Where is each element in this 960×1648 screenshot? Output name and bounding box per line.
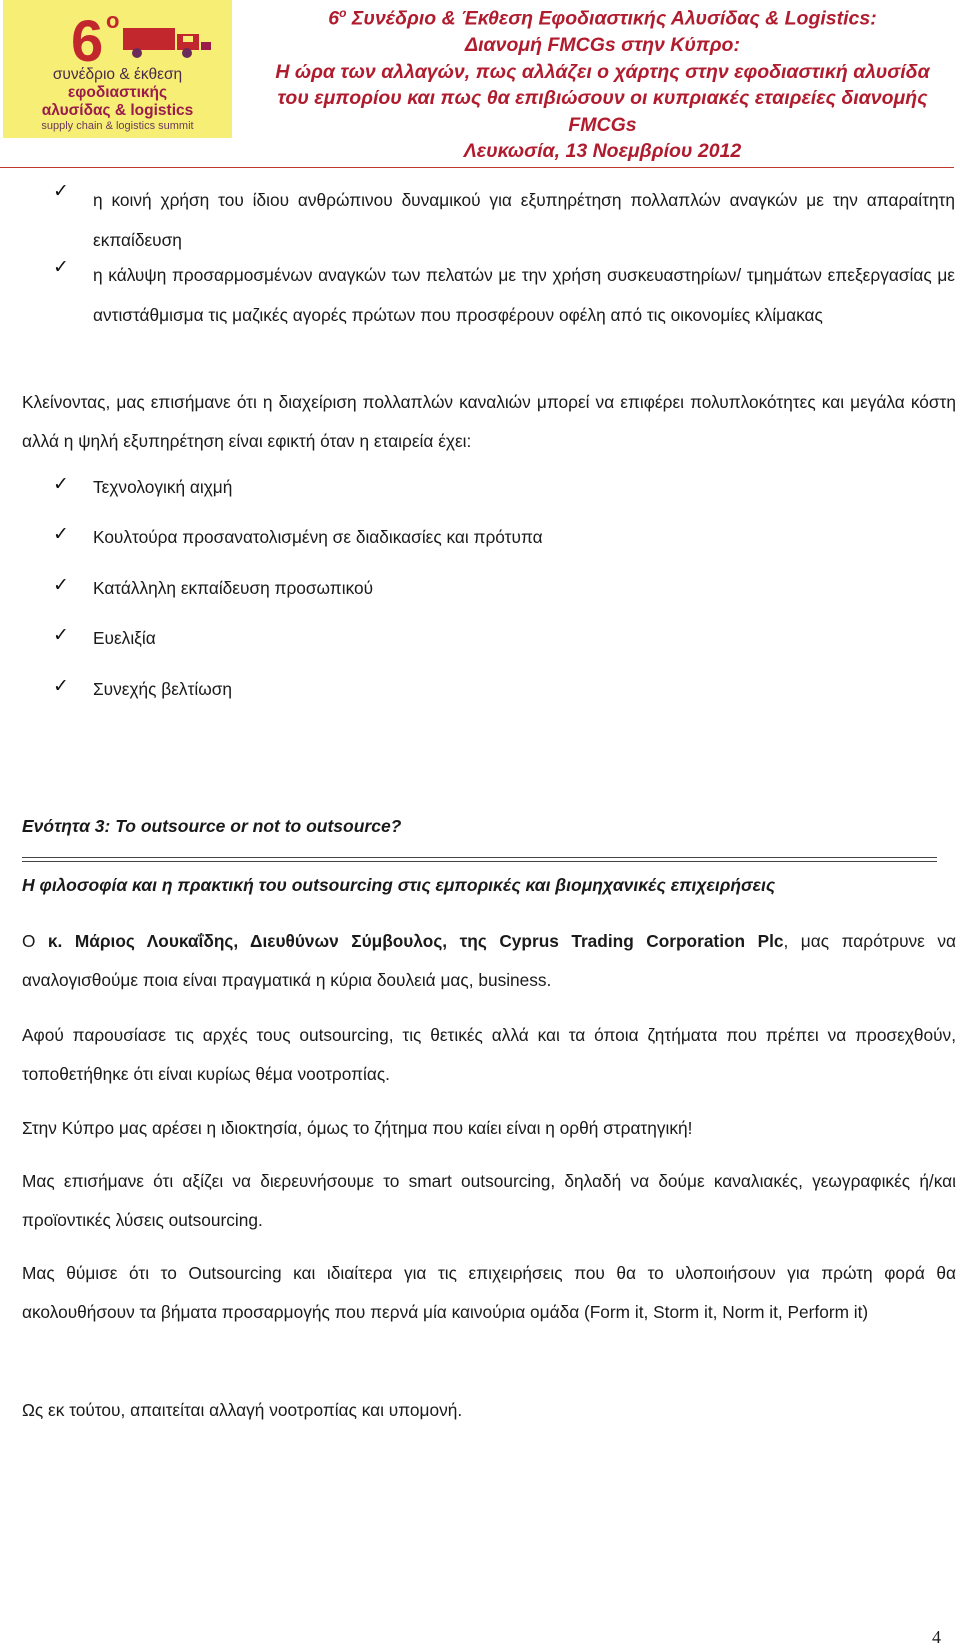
conference-logo bbox=[3, 0, 232, 138]
section-title: Ενότητα 3: To outsource or not to outsource? bbox=[22, 816, 402, 836]
checkmark-icon: ✓ bbox=[53, 625, 69, 646]
paragraph-speaker: Ο κ. Μάριος Λουκαΐδης, Διευθύνων Σύμβουλος, της Cyprus Trading Corporation Plc, μας παρότρυνε να αναλογισθούμε ποια είναι πραγματικά η κύρια δουλειά μας, business. bbox=[22, 931, 956, 990]
logo-line-3: αλυσίδας & logistics bbox=[41, 102, 194, 119]
paragraph: Μας επισήμανε ότι αξίζει να διερευνήσουμε το smart outsourcing, δηλαδή να δούμε καναλιακές, γεωγραφικές ή/και προϊοντικές λύσεις outsourcing. bbox=[22, 1171, 956, 1230]
paragraph: Ως εκ τούτου, απαιτείται αλλαγή νοοτροπίας και υπομονή. bbox=[22, 1400, 463, 1420]
list-item: Ευελιξία bbox=[93, 628, 156, 648]
checkmark-icon: ✓ bbox=[53, 257, 69, 278]
section-divider bbox=[22, 857, 937, 862]
header-line-2: Διανομή FMCGs στην Κύπρο: bbox=[465, 34, 740, 56]
list-item: Συνεχής βελτίωση bbox=[93, 679, 233, 699]
logo-number: 6 bbox=[71, 9, 102, 74]
checkmark-icon: ✓ bbox=[53, 575, 69, 596]
header-line-3: Η ώρα των αλλαγών, πως αλλάζει ο χάρτης στην εφοδιαστική αλυσίδα bbox=[275, 60, 930, 83]
logo-line-2: εφοδιαστικής bbox=[67, 84, 168, 101]
logo-line-4: supply chain & logistics summit bbox=[41, 120, 194, 132]
page-number: 4 bbox=[932, 1627, 941, 1647]
truck-icon bbox=[121, 22, 213, 60]
closing-paragraph: Κλείνοντας, μας επισήμανε ότι η διαχείριση πολλαπλών καναλιών μπορεί να επιφέρει πολυπλοκότητες και μεγάλα κόστη αλλά η ψηλή εξυπηρέτηση είναι εφικτή όταν η εταιρεία έχει: bbox=[22, 392, 956, 451]
header-line-4: του εμπορίου και πως θα επιβιώσουν οι κυπριακές εταιρείες διανομής bbox=[277, 87, 928, 109]
list-item: η κοινή χρήση του ίδιου ανθρώπινου δυναμικού για εξυπηρέτηση πολλαπλών αναγκών με την απαραίτητη εκπαίδευση bbox=[93, 190, 955, 250]
list-item: Τεχνολογική αιχμή bbox=[93, 477, 233, 497]
header-line-5: FMCGs bbox=[568, 113, 637, 136]
speaker-name: κ. Μάριος Λουκαΐδης, Διευθύνων Σύμβουλος, της Cyprus Trading Corporation Plc bbox=[47, 931, 784, 951]
header-line-6: Λευκωσία, 13 Νοεμβρίου 2012 bbox=[463, 140, 742, 162]
paragraph: Στην Κύπρο μας αρέσει η ιδιοκτησία, όμως το ζήτημα που καίει είναι η ορθή στρατηγική! bbox=[22, 1118, 693, 1138]
checkmark-icon: ✓ bbox=[53, 676, 69, 697]
header-title bbox=[250, 0, 955, 165]
header-line-1: $6^o$ Συνέδριο & Έκθεση Εφοδιαστικής Αλυσίδας & Logistics: bbox=[328, 6, 877, 30]
list-item: Κουλτούρα προσανατολισμένη σε διαδικασίες και πρότυπα bbox=[93, 527, 543, 547]
checkmark-icon: ✓ bbox=[53, 524, 69, 545]
checkmark-icon: ✓ bbox=[53, 474, 69, 495]
paragraph: Μας θύμισε ότι το Outsourcing και ιδιαίτερα για τις επιχειρήσεις που θα το υλοποιήσουν για πρώτη φορά θα ακολουθήσουν τα βήματα προσαρμογής που περνά μία καινούρια ομάδα (Form it, Storm it, Norm it, Perform it) bbox=[22, 1263, 956, 1322]
logo-ordinal: ο bbox=[106, 8, 120, 33]
checkmark-icon: ✓ bbox=[53, 181, 69, 202]
logo-line-1: συνέδριο & έκθεση bbox=[52, 66, 183, 83]
paragraph: Αφού παρουσίασε τις αρχές τους outsourcing, τις θετικές αλλά και τα όποια ζητήματα που πρέπει να προσεχθούν, τοποθετήθηκε ότι είναι κυρίως θέμα νοοτροπίας. bbox=[22, 1025, 956, 1084]
header-divider bbox=[0, 167, 954, 168]
section-subtitle: Η φιλοσοφία και η πρακτική του outsourcing στις εμπορικές και βιομηχανικές επιχειρήσεις bbox=[22, 875, 776, 895]
list-item: η κάλυψη προσαρμοσμένων αναγκών των πελατών με την χρήση συσκευαστηρίων/ τμημάτων επεξεργασίας με αντιστάθμισμα τις μαζικές αγορές πρώτων που προσφέρουν οφέλη από τις οικονομίες κλίμακας bbox=[93, 265, 955, 325]
list-item: Κατάλληλη εκπαίδευση προσωπικού bbox=[93, 578, 374, 598]
